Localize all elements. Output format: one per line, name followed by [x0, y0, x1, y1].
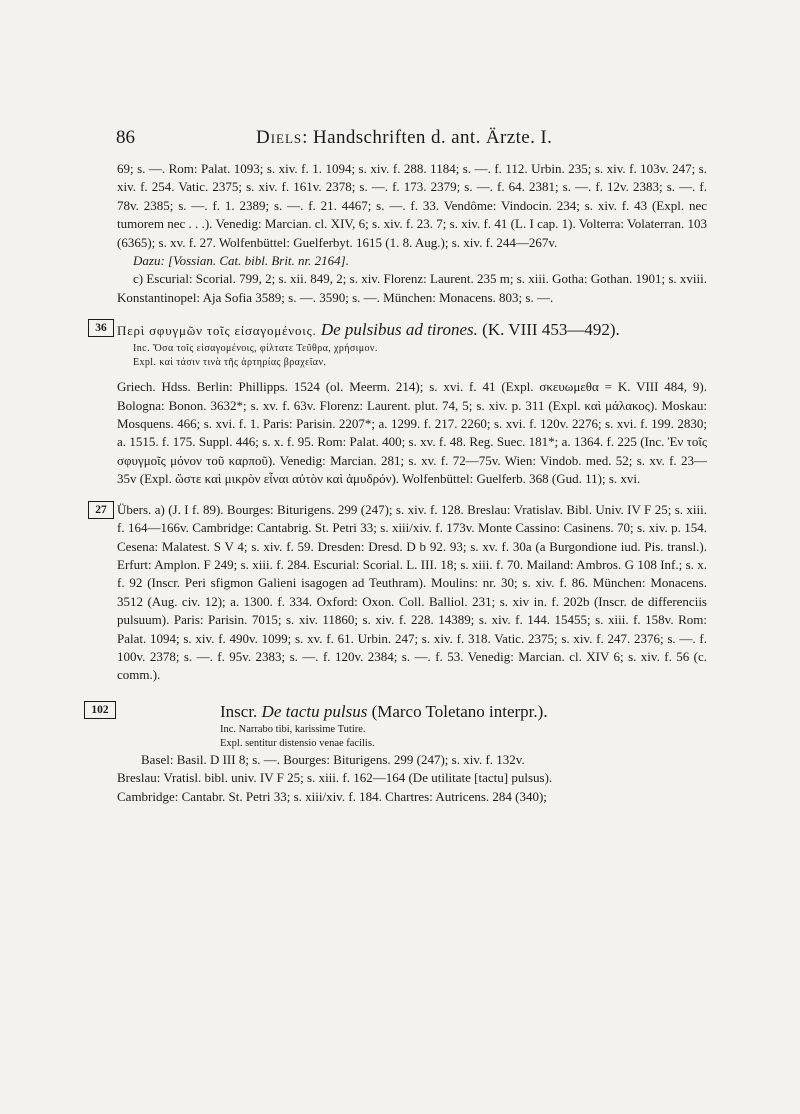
incipit: Inc. Ὅσα τοῖς εἰσαγομένοις, φίλτατε Τεῦθρα, χρήσιμον. — [133, 343, 378, 355]
manuscript-list-c: c) Escurial: Scorial. 799, 2; s. xii. 849, 2; s. xiv. Florenz: Laurent. 235 m; s. xiii. Gotha: Gothan. 1901; s. xviii. Konstantinopel: Aja Sofia 3589; s. —. 3590; s. —. München: Monacens. 803; s. —. — [117, 271, 707, 305]
incipit: Inc. Narrabo tibi, karissime Tutire. — [220, 723, 366, 735]
greek-manuscripts: Griech. Hdss. Berlin: Phillipps. 1524 (ol. Meerm. 214); s. xvi. f. 41 (Expl. σκευωμεθα = K. VIII 484, 9). Bologna: Bonon. 3632*; s. xv. f. 63v. Florenz: Laurent. plut. 74, 5; s. xiv. p. 311 (Expl. καὶ μάλακος). Moskau: Mosquens. 466; s. xvi. f. 1. Paris: Parisin. 2207*; a. 1299. f. 217. 2260; s. xvi. f. 120v. 2276; s. xvi. f. 199. 2830; a. 1515. f. 175. Suppl. 446; s. x. f. 95. Rom: Palat. 400; s. xv. f. 48. Reg. Suec. 181*; a. 1364. f. 225 (Inc. Ἐν τοῖς σφυγμοῖς μόνον τοῦ καρποῦ). Venedig: Marcian. 281; s. xv. f. 72—75v. Wien: Vindob. med. 52; s. xv. f. 23—35v (Expl. ὥστε καὶ μικρὸν εἶναι αὐτὸν καὶ ἀμυδρόν). Wolfenbüttel: Guelferb. 368 (Gud. 11); s. xvi. — [117, 379, 707, 487]
entry-title — [117, 319, 707, 342]
translations-list: Übers. a) (J. I f. 89). Bourges: Biturigens. 299 (247); s. xiv. f. 128. Breslau: Vratislav. Bibl. Univ. IV F 25; s. xiii. f. 164—166v. Cambridge: Cantabrig. St. Petri 33; s. xiii/xiv. f. 173v. Monte Cassino: Casinens. 70; s. xiv. p. 154. Cesena: Malatest. S V 4; s. xiv. f. 59. Dresden: Dresd. D b 92. 93; s. xv. f. 30a (a Burgondione iud. Pis. transl.). Erfurt: Amplon. F 249; s. xiii. f. 284. Escurial: Scorial. L. III. 18; s. xiii. f. 70. Mailand: Ambros. G 108 Inf.; s. x. f. 92 (Inscr. Peri sfigmon Galieni isagogen ad Teuthram). Moulins: nr. 30; s. xiv. f. 86. München: Monacens. 3512 (Aug. civ. 12); a. 1300. f. 334. Oxford: Oxon. Coll. Balliol. 231; s. xiv in. f. 202b (Inscr. de differenciis pulsuum). Paris: Parisin. 7015; s. xiv. 11860; s. xiv. f. 228. 14389; s. xiv. f. 144. 15455; s. xiii. f. 158v. Rom: Palat. 1094; s. xiv. f. 490v. 1099; s. xv. f. 61. Urbin. 247; s. xiv. f. 318. Vatic. 2375; s. xiv. f. 247. 2376; s. —. f. 100v. 2378; s. —. f. 95v. 2383; s. —. f. 120v. 2384; s. —. f. 53. Venedig: Marcian. cl. XIV 6; s. xiv. f. 56 (c. comm.). — [117, 501, 707, 683]
explicit: Expl. sentitur distensio venae facilis. — [220, 737, 375, 749]
entry-102 — [91, 701, 707, 806]
manuscript-line: Basel: Basil. D III 8; s. —. Bourges: Biturigens. 299 (247); s. xiv. f. 132v. — [141, 751, 525, 767]
entry-number-box: 102 — [84, 701, 116, 719]
entry-number-box: 36 — [88, 319, 114, 337]
manuscript-line: Cambridge: Cantabr. St. Petri 33; s. xiii/xiv. f. 184. Chartres: Autricens. 284 (340); — [117, 788, 547, 804]
entry-36 — [95, 319, 707, 488]
running-title — [256, 127, 552, 149]
entry-title — [117, 701, 707, 723]
inscr-label: Inscr. — [220, 701, 258, 721]
latin-title: De pulsibus ad tirones. — [320, 320, 478, 340]
page-header — [116, 127, 686, 157]
running-title-author: Diels — [256, 127, 303, 148]
page-body — [91, 160, 707, 806]
interpreter: (Marco Toletano interpr.). — [371, 701, 548, 721]
latin-title: De tactu pulsus — [261, 701, 368, 721]
page-number: 86 — [116, 127, 135, 148]
kuehn-reference: (K. VIII 453—492). — [482, 320, 620, 340]
dazu-note: Dazu: [Vossian. Cat. bibl. Brit. nr. 2164]. — [133, 253, 349, 269]
greek-title: Περὶ σφυγμῶν τοῖς εἰσαγομένοις. — [117, 323, 317, 339]
explicit: Expl. καὶ τάσιν τινὰ τῆς ἀρτηρίας βραχεῖαν. — [133, 357, 327, 369]
manuscript-line: Breslau: Vratisl. bibl. univ. IV F 25; s. xiii. f. 162—164 (De utilitate [tactu] pulsus). — [117, 770, 553, 786]
entry-27 — [95, 501, 707, 685]
entry-number-box: 27 — [88, 501, 114, 519]
running-title-text: : Handschriften d. ant. Ärzte. I. — [302, 127, 553, 148]
manuscript-list-continued: 69; s. —. Rom: Palat. 1093; s. xiv. f. 1. 1094; s. xiv. f. 288. 1184; s. —. f. 112. Urbin. 235; s. xiv. f. 103v. 247; s. xiv. f. 254. Vatic. 2375; s. xiv. f. 161v. 2378; s. —. f. 173. 2379; s. —. f. 64. 2381; s. —. f. 12v. 2383; s. —. f. 78v. 2385; s. —. f. 1. 2389; s. —. f. 21. 4467; s. —. f. 33. Vendôme: Vindocin. 234; s. xiv. f. 43 (Expl. nec tumorem nec . . .). Venedig: Marcian. cl. XIV, 6; s. xiv. f. 23. 7; s. xiv. f. 41 (L. I cap. 1). Volterra: Volaterran. 103 (6365); s. xv. f. 27. Wolfenbüttel: Guelferbyt. 1615 (1. 8. Aug.); s. xiv. f. 244—267v. — [117, 161, 707, 250]
